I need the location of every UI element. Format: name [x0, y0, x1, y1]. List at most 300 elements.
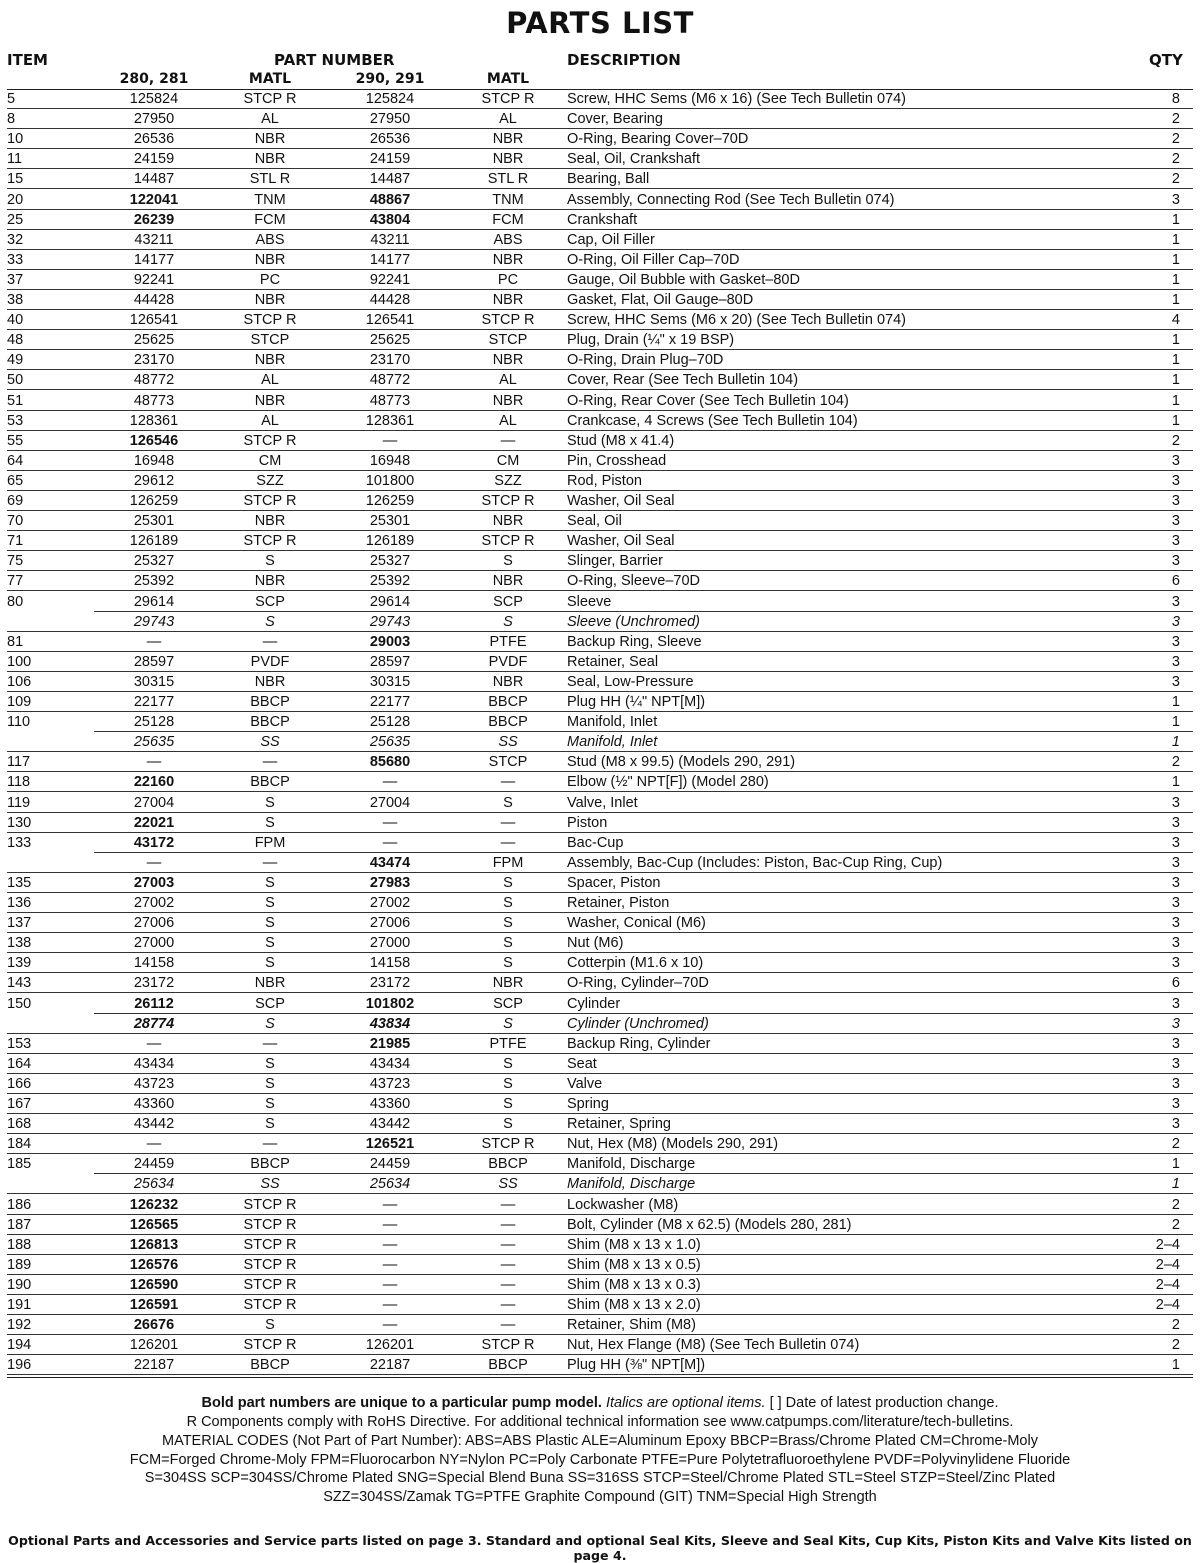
qty-cell: 3 [1171, 472, 1180, 489]
table-row [0, 933, 1200, 953]
part-number-290-291-cell: — [382, 834, 398, 851]
material-290-291-cell: PTFE [489, 1035, 527, 1052]
part-number-280-281-cell: 16948 [133, 452, 175, 469]
part-number-280-281-cell: 126813 [129, 1236, 179, 1253]
description-cell: Manifold, Discharge [567, 1176, 696, 1193]
description-cell: Shim (M8 x 13 x 1.0) [567, 1236, 701, 1253]
part-number-280-281-cell: 25301 [133, 513, 175, 530]
part-number-280-281-cell: 43723 [133, 1075, 175, 1092]
material-280-281-cell: S [265, 1317, 275, 1334]
description-cell: Plug HH (⅜" NPT[M]) [567, 1357, 706, 1374]
description-cell: Retainer, Shim (M8) [567, 1317, 696, 1334]
part-number-290-291-cell: 43834 [369, 1015, 411, 1032]
table-row [0, 431, 1200, 451]
qty-cell: 1 [1171, 1176, 1180, 1193]
description-cell: Stud (M8 x 41.4) [567, 432, 675, 449]
description-cell: Rod, Piston [567, 472, 642, 489]
table-row [0, 511, 1200, 531]
qty-cell: 2–4 [1155, 1276, 1180, 1293]
item-cell: 5 [7, 91, 16, 107]
part-number-290-291-cell: 23172 [369, 975, 411, 992]
material-280-281-cell: S [265, 874, 275, 891]
footer-legend [0, 1395, 1200, 1411]
part-number-290-291-cell: 43804 [369, 211, 411, 228]
page-title: PARTS LIST [506, 6, 694, 40]
qty-cell: 3 [1171, 854, 1180, 871]
part-number-290-291-cell: 27000 [369, 935, 411, 952]
material-280-281-cell: NBR [254, 392, 286, 409]
part-number-290-291-cell: 101800 [365, 472, 415, 489]
qty-cell: 3 [1171, 834, 1180, 851]
description-cell: Bolt, Cylinder (M8 x 62.5) (Models 280, 281) [567, 1216, 852, 1233]
part-number-280-281-cell: 43172 [133, 834, 175, 851]
material-290-291-cell: BBCP [488, 1357, 528, 1374]
table-row [0, 893, 1200, 913]
part-number-290-291-cell: 26536 [369, 131, 411, 148]
part-number-280-281-cell: 28774 [133, 1015, 175, 1032]
description-cell: Bac-Cup [567, 834, 624, 851]
item-cell: 117 [7, 754, 31, 771]
material-280-281-cell: S [265, 553, 275, 570]
part-number-290-291-cell: 21985 [369, 1035, 411, 1052]
page-references-note: Optional Parts and Accessories and Service parts listed on page 3. Standard and optional Seal Kits, Sleeve and Seal Kits, Cup Kits, Piston Kits and Valve Kits listed on page 4. [8, 1533, 1192, 1563]
part-number-280-281-cell: — [146, 1136, 162, 1153]
item-cell: 168 [7, 1116, 32, 1133]
qty-cell: 3 [1171, 915, 1180, 932]
item-cell: 40 [7, 312, 24, 329]
part-number-280-281-cell: 126189 [129, 533, 179, 550]
part-number-290-291-cell: 43360 [369, 1096, 411, 1112]
part-number-290-291-cell: 85680 [369, 754, 411, 771]
qty-cell: 2 [1171, 1136, 1180, 1153]
material-290-291-cell: FPM [492, 854, 524, 871]
material-290-291-cell: PVDF [488, 653, 528, 670]
description-cell: Gauge, Oil Bubble with Gasket–80D [567, 271, 800, 288]
part-number-290-291-cell: 44428 [369, 292, 411, 308]
part-number-290-291-cell: 25625 [369, 332, 411, 349]
part-number-280-281-cell: 27003 [133, 874, 175, 891]
item-cell: 80 [7, 593, 24, 610]
qty-cell: 3 [1171, 653, 1180, 670]
description-cell: Nut, Hex (M8) (Models 290, 291) [567, 1136, 779, 1153]
part-number-280-281-cell: 22021 [133, 814, 175, 831]
description-cell: Washer, Conical (M6) [567, 915, 706, 932]
qty-cell: 3 [1171, 935, 1180, 952]
qty-cell: 3 [1171, 1116, 1180, 1133]
table-row [0, 873, 1200, 893]
description-cell: Shim (M8 x 13 x 0.5) [567, 1256, 701, 1273]
material-codes-line-4: SZZ=304SS/Zamak TG=PTFE Graphite Compound (GIT) TNM=Special High Strength [323, 1489, 877, 1505]
material-290-291-cell: — [500, 1276, 516, 1293]
material-290-291-cell: STCP R [481, 91, 535, 107]
material-290-291-cell: STCP R [481, 493, 535, 509]
part-number-280-281-cell: 25625 [133, 332, 175, 349]
table-row [0, 1054, 1200, 1074]
material-290-291-cell: NBR [492, 251, 524, 268]
part-number-280-281-cell: 14177 [133, 251, 175, 268]
qty-cell: 1 [1171, 211, 1180, 228]
qty-cell: 1 [1171, 332, 1180, 349]
material-290-291-cell: S [503, 613, 513, 630]
material-280-281-cell: S [265, 1075, 275, 1092]
part-number-280-281-cell: 44428 [133, 292, 175, 308]
qty-cell: 2 [1171, 131, 1180, 148]
part-number-290-291-cell: 126541 [365, 312, 415, 329]
description-cell: Stud (M8 x 99.5) (Models 290, 291) [567, 754, 796, 771]
part-number-290-291-cell: 43442 [369, 1116, 411, 1133]
table-row [0, 692, 1200, 712]
material-280-281-cell: SCP [255, 593, 285, 610]
qty-cell: 3 [1171, 613, 1180, 630]
description-cell: Sleeve [567, 593, 612, 610]
part-number-290-291-cell: 27006 [369, 915, 411, 932]
part-number-280-281-cell: 23170 [133, 352, 175, 369]
description-cell: Elbow (½" NPT[F]) (Model 280) [567, 774, 769, 791]
item-cell: 53 [7, 412, 24, 429]
material-280-281-cell: S [265, 1096, 275, 1112]
part-number-290-291-cell: 22187 [369, 1357, 411, 1374]
part-number-290-291-cell: 25634 [369, 1176, 411, 1193]
item-cell: 70 [7, 513, 24, 530]
table-row [0, 953, 1200, 973]
material-280-281-cell: STCP R [243, 1216, 297, 1233]
item-cell: 33 [7, 251, 24, 268]
table-row [0, 471, 1200, 491]
material-280-281-cell: STCP [250, 332, 290, 349]
part-number-280-281-cell: — [146, 633, 162, 650]
description-cell: Spacer, Piston [567, 874, 661, 891]
item-cell: 20 [7, 191, 24, 208]
material-290-291-cell: STL R [487, 171, 529, 188]
item-cell: 100 [7, 653, 32, 670]
description-cell: Seal, Oil [567, 513, 622, 530]
item-cell: 75 [7, 553, 24, 570]
qty-cell: 1 [1171, 1156, 1180, 1173]
part-number-280-281-cell: 14487 [133, 171, 175, 188]
table-row [0, 1154, 1200, 1174]
material-290-291-cell: NBR [492, 131, 524, 148]
material-280-281-cell: S [265, 613, 275, 630]
part-number-290-291-cell: — [382, 1236, 398, 1253]
material-290-291-cell: S [503, 553, 513, 570]
qty-cell: 3 [1171, 794, 1180, 811]
material-280-281-cell: FCM [254, 211, 286, 228]
item-cell: 25 [7, 211, 24, 228]
material-280-281-cell: SS [260, 734, 280, 751]
item-cell: 138 [7, 935, 32, 952]
table-row [0, 1335, 1200, 1355]
item-cell: 8 [7, 111, 16, 128]
part-number-290-291-cell: 48867 [369, 191, 411, 208]
matl-b-header: MATL [486, 71, 530, 87]
item-cell: 135 [7, 874, 32, 891]
part-number-290-291-cell: 14177 [369, 251, 411, 268]
part-number-280-281-cell: 26239 [133, 211, 175, 228]
part-number-290-291-cell: 28597 [369, 653, 411, 670]
qty-cell: 3 [1171, 1055, 1180, 1072]
material-280-281-cell: — [262, 633, 278, 650]
description-cell: Cotterpin (M1.6 x 10) [567, 955, 704, 972]
table-row [0, 149, 1200, 169]
material-280-281-cell: STCP R [243, 1337, 297, 1354]
description-cell: Lockwasher (M8) [567, 1196, 679, 1213]
part-number-290-291-cell: 24159 [369, 151, 411, 168]
material-280-281-cell: S [265, 955, 275, 972]
material-280-281-cell: NBR [254, 673, 286, 690]
material-280-281-cell: STCP R [243, 1236, 297, 1253]
material-290-291-cell: SS [498, 1176, 518, 1193]
description-cell: Bearing, Ball [567, 171, 650, 188]
part-number-290-291-cell: 25301 [369, 513, 411, 530]
part-number-280-281-cell: 126232 [129, 1196, 179, 1213]
material-290-291-cell: TNM [492, 191, 524, 208]
part-number-290-291-cell: 43474 [369, 854, 411, 871]
item-cell: 133 [7, 834, 32, 851]
table-row [0, 330, 1200, 350]
material-290-291-cell: — [500, 1216, 516, 1233]
material-280-281-cell: NBR [254, 573, 286, 590]
part-number-280-281-cell: 128361 [129, 412, 179, 429]
qty-cell: 3 [1171, 593, 1180, 610]
material-280-281-cell: S [265, 1116, 275, 1133]
part-number-column-header: PART NUMBER [274, 51, 395, 69]
item-cell: 10 [7, 131, 24, 148]
part-number-280-281-cell: 25392 [133, 573, 175, 590]
part-number-280-281-cell: 30315 [133, 673, 175, 690]
part-number-280-281-cell: 27950 [133, 111, 175, 128]
description-cell: Cylinder (Unchromed) [567, 1015, 709, 1032]
qty-cell: 1 [1171, 714, 1180, 731]
table-row [0, 411, 1200, 431]
table-row [0, 1235, 1200, 1255]
part-number-280-281-cell: 126590 [129, 1276, 179, 1293]
description-cell: Valve, Inlet [567, 794, 638, 811]
material-290-291-cell: S [503, 935, 513, 952]
material-280-281-cell: NBR [254, 251, 286, 268]
part-number-280-281-cell: 23172 [133, 975, 175, 992]
qty-cell: 1 [1171, 231, 1180, 248]
item-cell: 185 [7, 1156, 32, 1173]
item-cell: 110 [7, 714, 31, 731]
part-number-290-291-cell: 126259 [365, 493, 415, 509]
description-cell: Plug, Drain (¼" x 19 BSP) [567, 332, 735, 349]
item-cell: 48 [7, 332, 24, 349]
table-row [0, 1195, 1200, 1215]
table-row [0, 391, 1200, 411]
matl-a-header: MATL [248, 71, 292, 87]
part-number-290-291-cell: — [382, 1256, 398, 1273]
item-cell: 55 [7, 432, 24, 449]
part-number-280-281-cell: 43434 [133, 1055, 175, 1072]
qty-cell: 2–4 [1155, 1256, 1180, 1273]
item-cell: 194 [7, 1337, 32, 1354]
description-cell: Pin, Crosshead [567, 452, 667, 469]
description-cell: Gasket, Flat, Oil Gauge–80D [567, 292, 754, 308]
material-290-291-cell: — [500, 1297, 516, 1313]
description-cell: O-Ring, Bearing Cover–70D [567, 131, 749, 148]
description-cell: Assembly, Connecting Rod (See Tech Bulletin 074) [567, 191, 895, 208]
description-cell: Screw, HHC Sems (M6 x 16) (See Tech Bulletin 074) [567, 91, 907, 107]
table-row [0, 270, 1200, 290]
table-row [0, 551, 1200, 571]
part-number-280-281-cell: 29743 [133, 613, 175, 630]
item-cell: 190 [7, 1276, 32, 1293]
material-280-281-cell: STCP R [243, 493, 297, 509]
part-number-290-291-cell: 23170 [369, 352, 411, 369]
qty-cell: 3 [1171, 1075, 1180, 1092]
material-290-291-cell: STCP R [481, 533, 535, 550]
part-number-280-281-cell: — [146, 854, 162, 871]
material-280-281-cell: NBR [254, 131, 286, 148]
description-cell: Washer, Oil Seal [567, 533, 675, 550]
material-280-281-cell: NBR [254, 352, 286, 369]
material-290-291-cell: PC [497, 271, 519, 288]
table-row [0, 129, 1200, 149]
material-290-291-cell: S [503, 1075, 513, 1092]
item-cell: 49 [7, 352, 24, 369]
part-number-290-291-cell: 14158 [369, 955, 411, 972]
table-row [0, 350, 1200, 370]
table-row [0, 1275, 1200, 1295]
qty-cell: 1 [1171, 1357, 1180, 1374]
table-row [0, 1315, 1200, 1335]
qty-cell: 3 [1171, 553, 1180, 570]
part-number-290-291-cell: — [382, 1216, 398, 1233]
qty-cell: 3 [1171, 493, 1180, 509]
description-cell: Nut (M6) [567, 935, 624, 952]
description-cell: O-Ring, Oil Filler Cap–70D [567, 251, 740, 268]
part-number-290-291-cell: 16948 [369, 452, 411, 469]
table-row [0, 169, 1200, 189]
material-280-281-cell: BBCP [250, 1357, 290, 1374]
part-number-280-281-cell: 126546 [129, 432, 179, 449]
item-cell: 64 [7, 452, 24, 469]
material-280-281-cell: PVDF [250, 653, 290, 670]
item-cell: 51 [7, 392, 24, 409]
table-row [0, 632, 1200, 652]
material-280-281-cell: S [265, 915, 275, 932]
material-290-291-cell: S [503, 874, 513, 891]
material-codes-line-2: FCM=Forged Chrome-Moly FPM=Fluorocarbon NY=Nylon PC=Poly Carbonate PTFE=Pure Polytetrafluoroethylene PVDF=Polyvinylidene Fluoride [129, 1452, 1071, 1468]
qty-cell: 1 [1171, 774, 1180, 791]
table-row [0, 1114, 1200, 1134]
table-row [0, 592, 1200, 612]
part-number-290-291-cell: 92241 [369, 271, 411, 288]
qty-cell: 1 [1171, 734, 1180, 751]
qty-cell: 2 [1171, 754, 1180, 771]
material-290-291-cell: PTFE [489, 633, 527, 650]
description-cell: Shim (M8 x 13 x 0.3) [567, 1276, 701, 1293]
material-290-291-cell: — [500, 1317, 516, 1334]
description-cell: O-Ring, Sleeve–70D [567, 573, 700, 590]
item-cell: 37 [7, 271, 24, 288]
part-number-290-291-cell: 30315 [369, 673, 411, 690]
qty-cell: 1 [1171, 271, 1180, 288]
item-cell: 109 [7, 694, 32, 710]
description-cell: Cover, Rear (See Tech Bulletin 104) [567, 372, 799, 389]
part-number-280-281-cell: 27006 [133, 915, 175, 932]
part-number-280-281-cell: 22177 [133, 694, 175, 710]
table-row [0, 1355, 1200, 1375]
material-290-291-cell: STCP R [481, 1136, 535, 1153]
qty-cell: 3 [1171, 1015, 1180, 1032]
qty-cell: 3 [1171, 533, 1180, 550]
item-cell: 137 [7, 915, 32, 932]
item-cell: 50 [7, 372, 24, 389]
part-number-280-281-cell: 25635 [133, 734, 175, 751]
part-number-280-281-cell: 29612 [133, 472, 175, 489]
part-number-280-281-cell: 43442 [133, 1116, 175, 1133]
material-280-281-cell: PC [259, 271, 281, 288]
italic-note: Italics are optional items. [605, 1395, 766, 1411]
description-cell: Retainer, Spring [567, 1116, 671, 1133]
part-number-280-281-cell: 126259 [129, 493, 179, 509]
material-280-281-cell: NBR [254, 975, 286, 992]
material-280-281-cell: STL R [249, 171, 291, 188]
description-cell: Piston [567, 814, 608, 831]
material-290-291-cell: S [503, 794, 513, 811]
part-number-280-281-cell: 25634 [133, 1176, 175, 1193]
material-280-281-cell: — [262, 1035, 278, 1052]
table-row [0, 250, 1200, 270]
qty-cell: 3 [1171, 874, 1180, 891]
material-290-291-cell: NBR [492, 573, 524, 590]
material-290-291-cell: — [500, 774, 516, 791]
item-cell: 186 [7, 1196, 32, 1213]
table-row [0, 612, 1200, 632]
date-note: [ ] Date of latest production change. [769, 1395, 999, 1411]
part-number-280-281-cell: 126591 [129, 1297, 179, 1313]
part-number-280-281-cell: 126201 [129, 1337, 179, 1354]
part-number-280-281-cell: 26112 [134, 995, 174, 1012]
material-290-291-cell: — [500, 834, 516, 851]
part-number-280-281-cell: 25327 [133, 553, 175, 570]
part-number-290-291-cell: 27950 [369, 111, 411, 128]
table-row [0, 973, 1200, 993]
material-290-291-cell: S [503, 1055, 513, 1072]
material-290-291-cell: S [503, 1096, 513, 1112]
table-row [0, 1094, 1200, 1114]
part-number-280-281-cell: 48772 [133, 372, 175, 389]
part-number-280-281-cell: 14158 [133, 955, 175, 972]
part-number-290-291-cell: 43211 [370, 231, 410, 248]
part-number-280-281-cell: 22160 [133, 774, 175, 791]
table-row [0, 1074, 1200, 1094]
qty-cell: 3 [1171, 633, 1180, 650]
part-number-290-291-cell: 126521 [365, 1136, 415, 1153]
part-number-280-281-cell: 26536 [133, 131, 175, 148]
material-280-281-cell: CM [258, 452, 282, 469]
table-row [0, 190, 1200, 210]
qty-cell: 2 [1171, 432, 1180, 449]
item-cell: 15 [7, 171, 24, 188]
material-290-291-cell: SZZ [494, 472, 522, 489]
part-number-280-281-cell: 48773 [133, 392, 175, 409]
rohs-note: R Components comply with RoHS Directive. For additional technical information see www.catpumps.com/literature/tech-bulletins. [186, 1414, 1014, 1430]
qty-cell: 8 [1171, 91, 1180, 107]
part-number-280-281-cell: 24159 [133, 151, 175, 168]
qty-cell: 6 [1171, 573, 1180, 590]
part-number-280-281-cell: — [146, 754, 162, 771]
table-row [0, 290, 1200, 310]
description-cell: Manifold, Inlet [567, 714, 658, 731]
item-cell: 188 [7, 1236, 32, 1253]
material-280-281-cell: BBCP [250, 1156, 290, 1173]
description-cell: Seal, Oil, Crankshaft [567, 151, 700, 168]
qty-cell: 3 [1171, 452, 1180, 469]
qty-cell: 3 [1171, 895, 1180, 911]
material-290-291-cell: STCP R [481, 312, 535, 329]
